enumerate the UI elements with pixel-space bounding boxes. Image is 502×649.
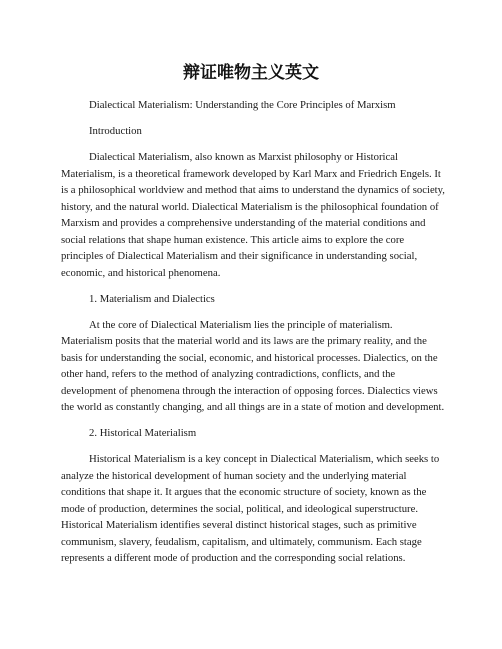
- section-1-heading: 1. Materialism and Dialectics: [89, 292, 215, 305]
- document-body: [61, 97, 445, 576]
- introduction-heading: Introduction: [89, 125, 142, 137]
- document-title: 辩证唯物主义英文: [183, 63, 319, 83]
- section-1-paragraph: At the core of Dialectical Materialism lies the principle of materialism. Materialism posits that the material world and its laws are the primary reality, and the basis for understanding the social, economic, and historical processes. Dialectics, on the other hand, refers to the method of analyzing contradictions, conflicts, and the development of phenomena through the interaction of opposing forces. Dialectics views the world as constantly changing, and all things are in a state of motion and development.: [61, 318, 445, 413]
- section-2-heading: 2. Historical Materialism: [89, 427, 197, 439]
- introduction-paragraph: Dialectical Materialism, also known as Marxist philosophy or Historical Materialism, is a theoretical framework developed by Karl Marx and Friedrich Engels. It is a philosophical worldview and method that aims to understand the dynamics of society, history, and the natural world. Dialectical Materialism is the philosophical foundation of Marxism and provides a comprehensive understanding of the material conditions and social relations that shape human existence. This article aims to explore the core principles of Dialectical Materialism and their significance in understanding social, economic, and historical phenomena.: [61, 151, 445, 279]
- document-subtitle: Dialectical Materialism: Understanding the Core Principles of Marxism: [89, 99, 396, 111]
- section-2-paragraph: Historical Materialism is a key concept in Dialectical Materialism, which seeks to analyze the historical development of human society and the underlying material conditions that shape it. It argues that the economic structure of society, known as the mode of production, determines the social, political, and ideological superstructure. Historical Materialism identifies several distinct historical stages, such as primitive communism, slavery, feudalism, capitalism, and ultimately, communism. Each stage represents a different mode of production and the corresponding social relations.: [61, 453, 440, 564]
